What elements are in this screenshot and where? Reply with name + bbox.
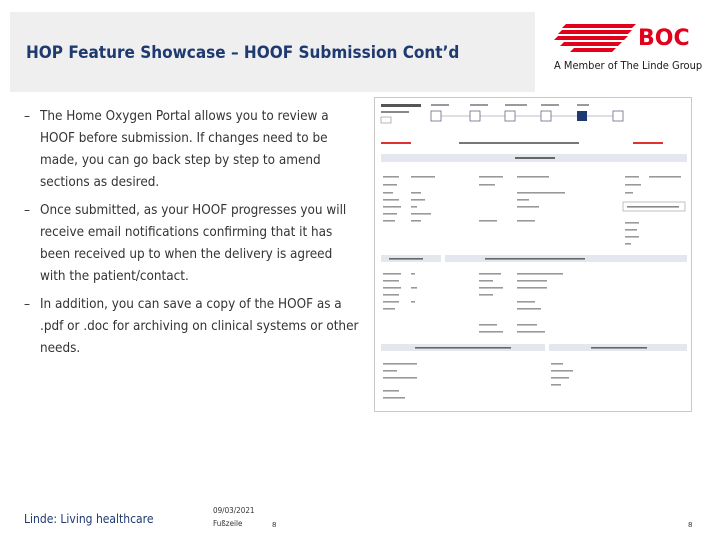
boc-stripes-icon (552, 22, 638, 56)
bullet-item (24, 200, 360, 288)
bullet-text: In addition, you can save a copy of the HOOF as a .pdf or .doc for archiving on clinical systems or other needs. (40, 297, 359, 356)
footer-date: 09/03/2021 (213, 506, 255, 515)
bullet-text: The Home Oxygen Portal allows you to review a HOOF before submission. If changes need to be made, you can go back step by step to amend sections as desired. (40, 109, 329, 190)
bullet-dash: – (24, 109, 31, 124)
footer-tagline: Linde: Living healthcare (24, 512, 154, 526)
footer-footzeile: Fußzeile (213, 519, 243, 528)
footer-page-number-left: 8 (272, 521, 277, 529)
hoof-form-preview-image (375, 98, 692, 412)
bullet-dash: – (24, 297, 31, 312)
bullet-dash: – (24, 203, 31, 218)
boc-logo (552, 22, 710, 78)
slide-title: HOP Feature Showcase – HOOF Submission Cont’d (26, 43, 460, 63)
hoof-form-screenshot (374, 97, 692, 412)
boc-logo-subtitle: A Member of The Linde Group (554, 59, 703, 72)
bullet-list (24, 106, 360, 366)
boc-logo-word: BOC (638, 26, 690, 51)
bullet-item (24, 294, 360, 360)
bullet-item (24, 106, 360, 194)
slide-title-bar (10, 12, 535, 92)
footer-page-number-right: 8 (688, 521, 693, 529)
bullet-text: Once submitted, as your HOOF progresses you will receive email notifications confirming that it has been received up to when the delivery is agreed with the patient/contact. (40, 203, 347, 284)
